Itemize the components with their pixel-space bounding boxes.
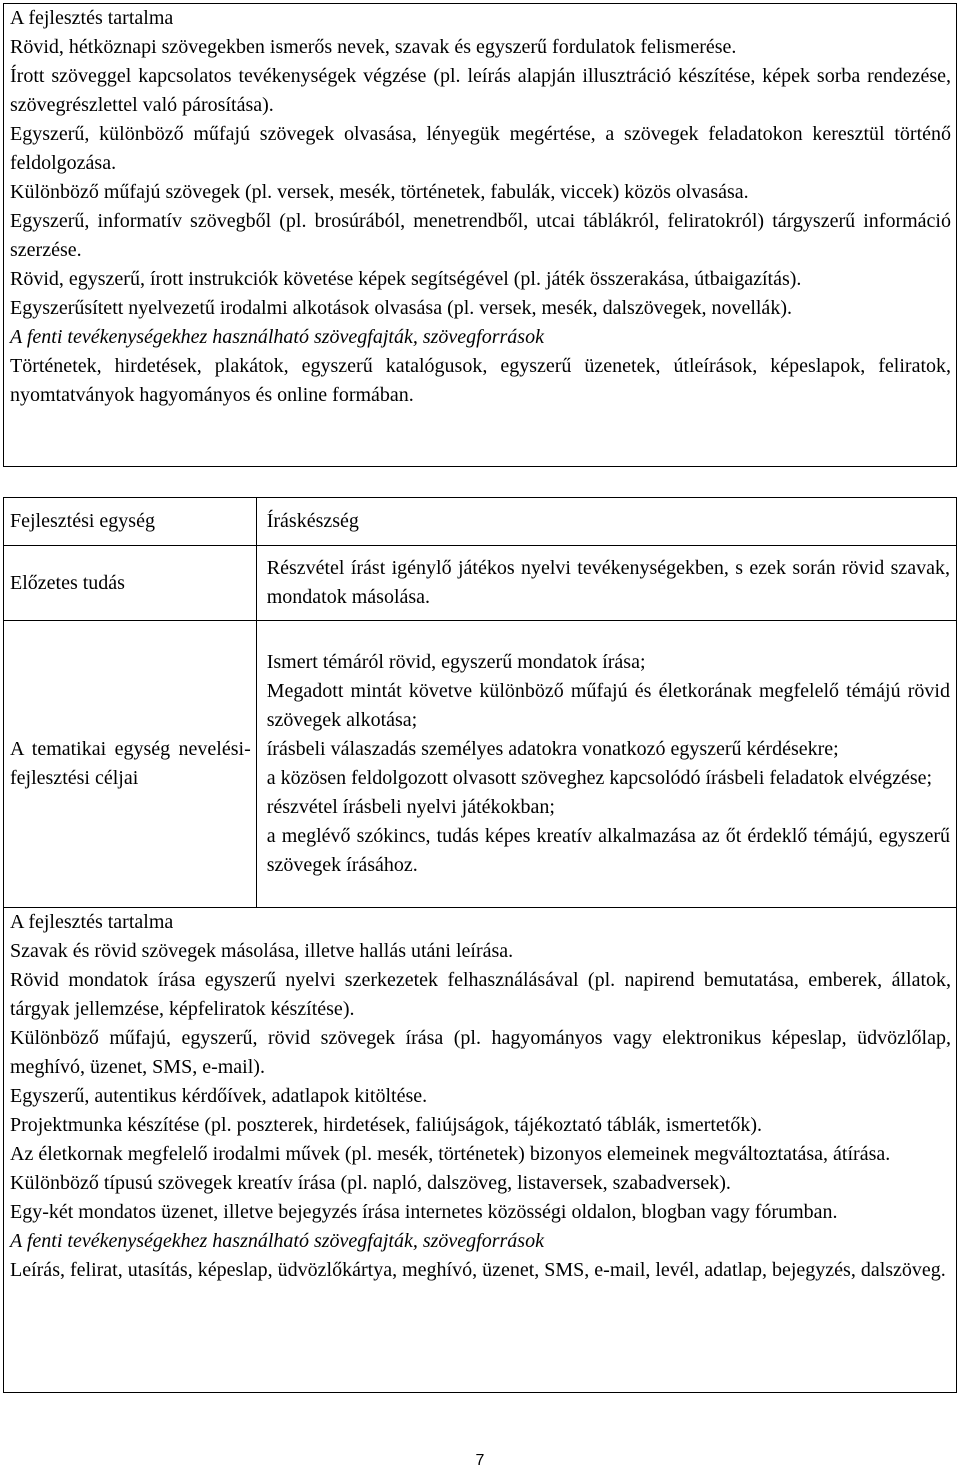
block2-content-item: Különböző típusú szövegek kreatív írása (pl. napló, dalszöveg, listaversek, szabadversek). — [10, 1172, 731, 1194]
content-block-reading-body — [4, 4, 956, 410]
block2-content-item: Egy-két mondatos üzenet, illetve bejegyzés írása internetes közösségi oldalon, blogban vagy fórumban. — [10, 1201, 838, 1223]
goals-row — [4, 621, 956, 908]
prior-knowledge-cell — [257, 546, 956, 620]
goal-item: Megadott mintát követve különböző műfajú és életkorának megfelelő témájú rövid szövegek alkotása; — [266, 680, 950, 731]
block2-content-item: Szavak és rövid szövegek másolása, illetve hallás utáni leírása. — [10, 940, 514, 962]
writing-content-body — [4, 908, 956, 1285]
prior-knowledge-value: Részvétel írást igénylő játékos nyelvi tevékenységekben, s ezek során rövid szavak, mondatok másolása. — [266, 557, 950, 608]
goal-item: a meglévő szókincs, tudás képes kreatív alkalmazása az őt érdeklő témájú, egyszerű szövegek írásához. — [266, 825, 950, 876]
block1-item: Egyszerűsített nyelvezetű irodalmi alkotások olvasása (pl. versek, mesék, dalszövegek, novellák). — [10, 297, 792, 319]
block1-sources-heading: A fenti tevékenységekhez használható szövegfajták, szövegforrások — [10, 326, 544, 348]
block1-item: Egyszerű, különböző műfajú szövegek olvasása, lényegük megértése, a szövegek feladatokon keresztül történő feldolgozása. — [10, 123, 951, 174]
unit-label: Fejlesztési egység — [4, 498, 257, 545]
goals-label-cell — [4, 621, 257, 907]
block1-item: Egyszerű, informatív szövegből (pl. brosúrából, menetrendből, utcai táblákról, feliratokról) tárgyszerű információ szerzése. — [10, 210, 951, 261]
goals-label: A tematikai egység nevelési-fejlesztési céljai — [10, 738, 251, 789]
block2-content-item: Rövid mondatok írása egyszerű nyelvi szerkezetek felhasználásával (pl. napirend bemutatása, emberek, állatok, tárgyak jellemzése, képfeliratok készítése). — [10, 969, 951, 1020]
block2-sources-heading: A fenti tevékenységekhez használható szövegfajták, szövegforrások — [10, 1230, 544, 1252]
prior-knowledge-row — [4, 546, 956, 621]
goal-item: részvétel írásbeli nyelvi játékokban; — [266, 796, 555, 818]
block2-content-heading: A fejlesztés tartalma — [10, 911, 174, 933]
block2-content-item: Projektmunka készítése (pl. poszterek, hirdetések, faliújságok, tájékoztató táblák, ismertetők). — [10, 1114, 762, 1136]
page-number: 7 — [475, 1452, 485, 1469]
block2-content-item: Különböző műfajú, egyszerű, rövid szövegek írása (pl. hagyományos vagy elektronikus képeslap, üdvözlőlap, meghívó, üzenet, SMS, e-mail). — [10, 1027, 951, 1078]
goal-item: Ismert témáról rövid, egyszerű mondatok írása; — [266, 651, 646, 673]
block2-content-item: Az életkornak megfelelő irodalmi művek (pl. mesék, történetek) bizonyos elemeinek megváltoztatása, átírása. — [10, 1143, 891, 1165]
goal-item: írásbeli válaszadás személyes adatokra vonatkozó egyszerű kérdésekre; — [266, 738, 839, 760]
block1-item: Rövid, egyszerű, írott instrukciók követése képek segítségével (pl. játék összerakása, útbaigazítás). — [10, 268, 802, 290]
block1-item: Írott szöveggel kapcsolatos tevékenységek végzése (pl. leírás alapján illusztráció készítése, képek sorba rendezése, szövegrészlettel való párosítása). — [10, 65, 951, 116]
unit-row — [4, 498, 956, 546]
block2-content-item: Egyszerű, autentikus kérdőívek, adatlapok kitöltése. — [10, 1085, 428, 1107]
content-block-writing — [3, 497, 957, 1393]
goals-list — [257, 621, 956, 907]
block1-heading: A fejlesztés tartalma — [10, 7, 174, 29]
block1-item: Különböző műfajú szövegek (pl. versek, mesék, történetek, fabulák, viccek) közös olvasása. — [10, 181, 749, 203]
block1-sources-text: Történetek, hirdetések, plakátok, egyszerű katalógusok, egyszerű üzenetek, útleírások, képeslapok, feliratok, nyomtatványok hagyományos és online formában. — [10, 355, 951, 406]
content-block-reading — [3, 3, 957, 467]
unit-value: Íráskészség — [266, 510, 359, 532]
block1-item: Rövid, hétköznapi szövegekben ismerős nevek, szavak és egyszerű fordulatok felismerése. — [10, 36, 737, 58]
block2-sources-text: Leírás, felirat, utasítás, képeslap, üdvözlőkártya, meghívó, üzenet, SMS, e-mail, levél, adatlap, bejegyzés, dalszöveg. — [10, 1259, 946, 1281]
goal-item: a közösen feldolgozott olvasott szöveghez kapcsolódó írásbeli feladatok elvégzése; — [266, 767, 933, 789]
prior-knowledge-label: Előzetes tudás — [4, 546, 257, 620]
